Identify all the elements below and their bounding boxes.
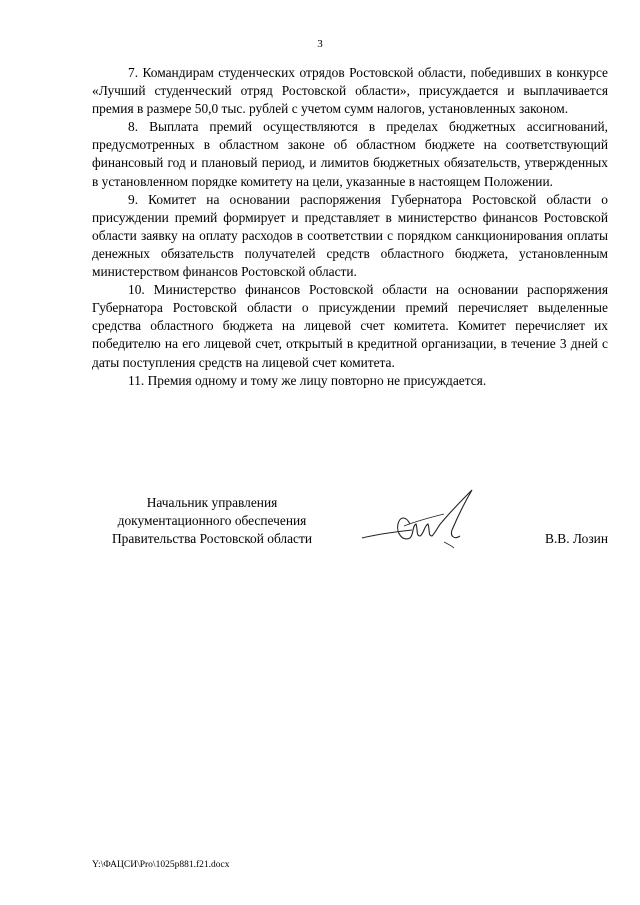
handwritten-signature xyxy=(354,486,484,560)
signatory-title xyxy=(92,494,332,549)
paragraph-8: 8. Выплата премий осуществляются в пределах бюджетных ассигнований, предусмотренных в областном законе об областном бюджете на соответствующий финансовый год и плановый период, и лимитов бюджетных обязательств, утвержденных в установленном порядке комитету на цели, указанные в настоящем Положении. xyxy=(92,119,608,189)
document-body xyxy=(92,64,608,390)
signatory-title-line: Начальник управления xyxy=(146,495,278,510)
paragraph-10: 10. Министерство финансов Ростовской области на основании распоряжения Губернатора Ростовской области о присуждении премий перечисляет выделенные средства областного бюджета на лицевой счет комитета. Комитет перечисляет их победителю на его лицевой счет, открытый в кредитной организации, в течение 3 дней с даты поступления средств на лицевой счет комитета. xyxy=(92,282,608,370)
paragraph-7: 7. Командирам студенческих отрядов Ростовской области, победивших в конкурсе «Лучший студенческий отряд Ростовской области», присуждается и выплачивается премия в размере 50,0 тыс. рублей с учетом сумм налогов, установленных законом. xyxy=(92,65,608,117)
signatory-name: В.В. Лозин xyxy=(545,531,608,546)
signature-block xyxy=(92,494,608,564)
page-number: 3 xyxy=(317,38,323,50)
signatory-title-line: документационного обеспечения xyxy=(117,513,307,529)
paragraph-9: 9. Комитет на основании распоряжения Губернатора Ростовской области о присуждении премий формирует и представляет в министерство финансов Ростовской области заявку на оплату расходов в соответствии с порядком санкционирования оплаты денежных обязательств получателей средств областного бюджета, установленным министерством финансов Ростовской области. xyxy=(92,191,608,280)
paragraph-11: 11. Премия одному и тому же лицу повторно не присуждается. xyxy=(128,372,487,388)
footer-file-path: Y:\ФАЦСИ\Pro\1025p881.f21.docx xyxy=(92,860,230,870)
signatory-title-line: Правительства Ростовской области xyxy=(111,531,313,547)
